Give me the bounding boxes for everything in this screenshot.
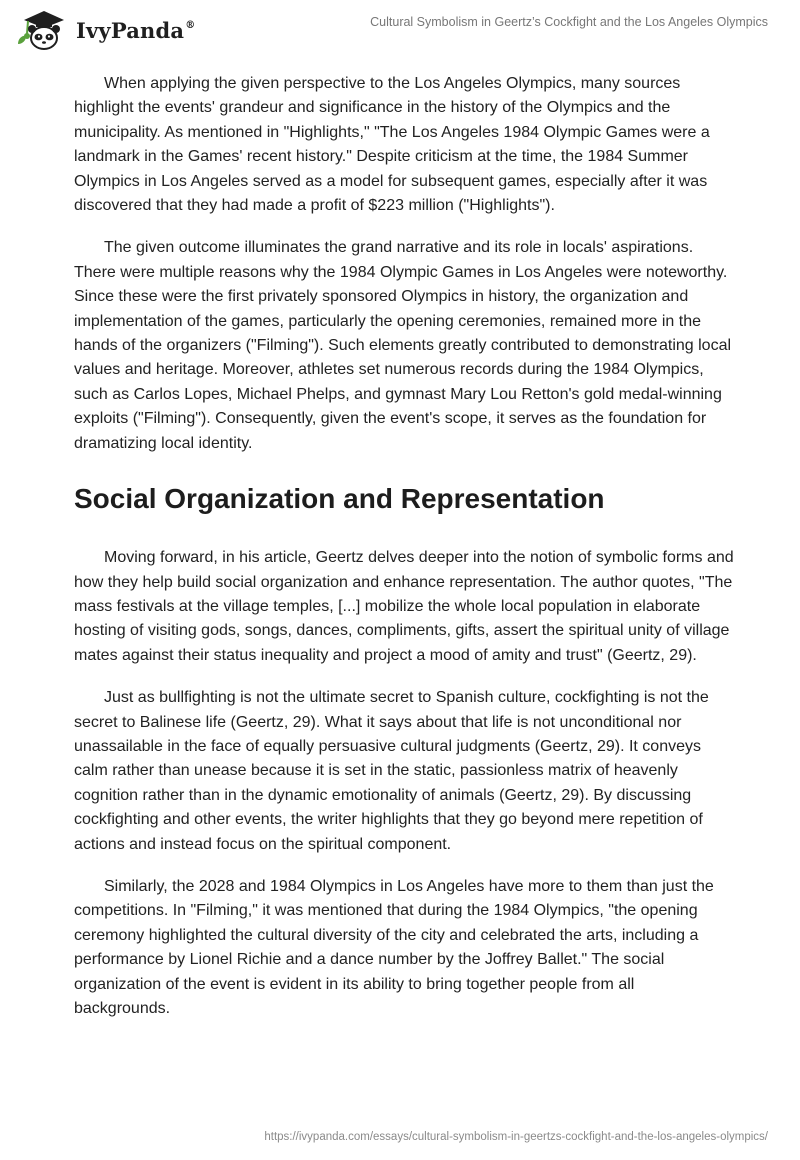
paragraph-1: When applying the given perspective to the Los Angeles Olympics, many sources highlight the events' grandeur and significance in the history of the Olympics and the municipality. As mentioned in "Highlights," "The Los Angeles 1984 Olympic Games were a landmark in the Games' recent history." Despite criticism at the time, the 1984 Summer Olympics in Los Angeles served as a model for subsequent games, especially after it was discovered that they had made a profit of $223 million ("Highlights"). [74,75,710,215]
logo-text: IvyPanda® [76,17,196,43]
source-url[interactable]: https://ivypanda.com/essays/cultural-symbolism-in-geertzs-cockfight-and-the-los-angeles-olympics/ [264,1131,768,1143]
essay-content [74,72,734,1039]
paragraph-5: Similarly, the 2028 and 1984 Olympics in Los Angeles have more to them than just the competitions. In "Filming," it was mentioned that during the 1984 Olympics, "the opening ceremony highlighted the cultural diversity of the city and celebrated the arts, including a performance by Lionel Richie and a dance number by the Joffrey Ballet." The social organization of the event is evident in its ability to bring together people from all backgrounds. [74,877,714,1017]
page-header [0,0,800,60]
section-heading: Social Organization and Representation [74,483,605,515]
document-title: Cultural Symbolism in Geertz’s Cockfight and the Los Angeles Olympics [370,15,768,29]
ivypanda-logo[interactable] [14,8,195,52]
paragraph-2: The given outcome illuminates the grand narrative and its role in locals' aspirations. There were multiple reasons why the 1984 Olympic Games in Los Angeles were noteworthy. Since these were the first privately sponsored Olympics in history, the organization and implementation of the games, particularly the opening ceremonies, remained more in the hands of the organizers ("Filming"). Such elements greatly contributed to demonstrating local values and heritage. Moreover, athletes set numerous records during the 1984 Olympics, such as Carlos Lopes, Michael Phelps, and gymnast Mary Lou Retton's gold medal-winning exploits ("Filming"). Consequently, given the event's scope, it serves as the foundation for dramatizing local identity. [74,239,732,452]
paragraph-4: Just as bullfighting is not the ultimate secret to Spanish culture, cockfighting is not the secret to Balinese life (Geertz, 29). What it says about that life is not unconditional nor unassailable in the face of equally persuasive cultural judgments (Geertz, 29). It conveys calm rather than unease because it is set in the static, passionless matrix of heavenly cognition rather than in the dynamic emotionality of animals (Geertz, 29). By discussing cockfighting and other events, the writer highlights that they go beyond mere repetition of actions and instead focus on the spiritual component. [74,689,709,853]
paragraph-3: Moving forward, in his article, Geertz delves deeper into the notion of symbolic forms and how they help build social organization and enhance representation. The author quotes, "The mass festivals at the village temples, [...] mobilize the whole local population in elaborate hosting of visiting gods, songs, dances, compliments, gifts, assert the spiritual unity of village mates against their status inequality and project a mood of amity and trust" (Geertz, 29). [74,549,734,664]
panda-graduate-icon [14,8,72,52]
